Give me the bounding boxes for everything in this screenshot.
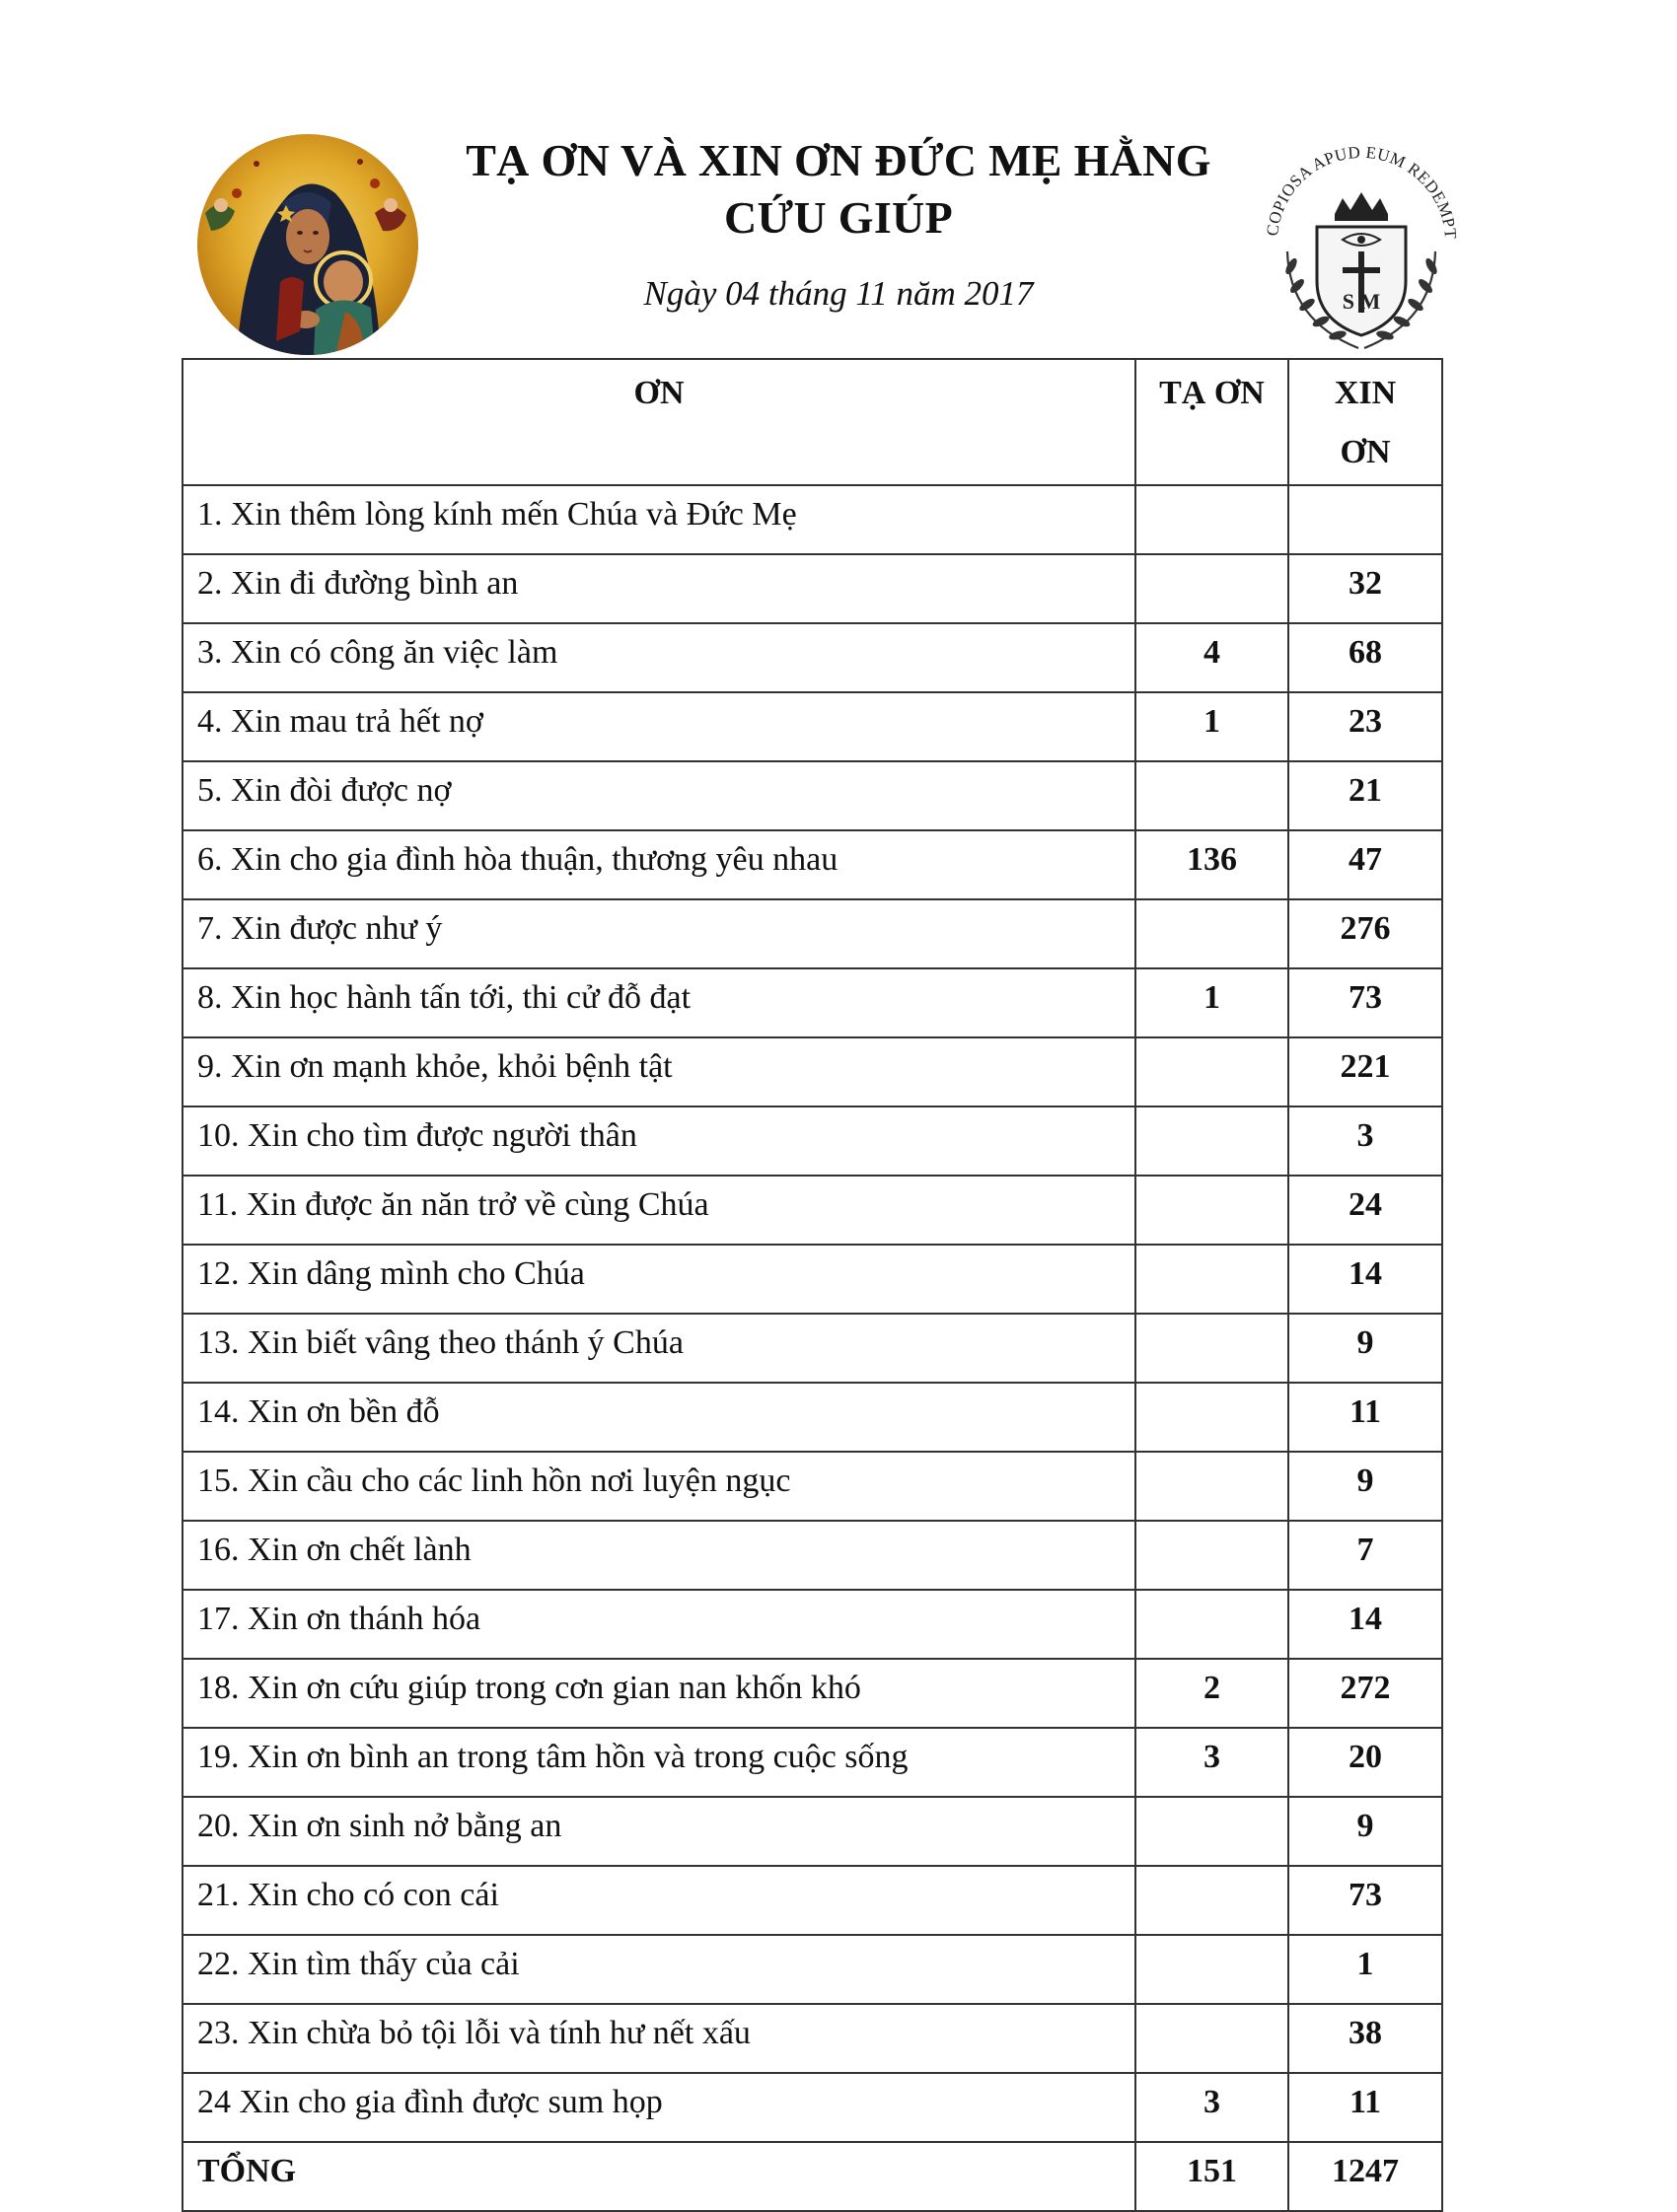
col-header-on-label: ƠN — [633, 375, 685, 411]
total-label: TỔNG — [182, 2142, 1135, 2211]
col-header-xin-on — [1288, 359, 1442, 485]
xin-on-value — [1288, 485, 1442, 554]
xin-on-value: 1 — [1288, 1935, 1442, 2004]
xin-on-value: 9 — [1288, 1452, 1442, 1521]
row-label: 15. Xin cầu cho các linh hồn nơi luyện ngục — [182, 1452, 1135, 1521]
seal-monogram: S M — [1342, 289, 1381, 314]
ta-on-value: 136 — [1135, 830, 1288, 899]
row-label: 17. Xin ơn thánh hóa — [182, 1590, 1135, 1659]
ta-on-value: 3 — [1135, 2073, 1288, 2142]
table-row — [182, 830, 1442, 899]
page-title — [414, 132, 1263, 247]
ta-on-value: 1 — [1135, 692, 1288, 761]
xin-on-value: 47 — [1288, 830, 1442, 899]
row-label: 2. Xin đi đường bình an — [182, 554, 1135, 623]
ta-on-value: 1 — [1135, 968, 1288, 1037]
table-body — [182, 485, 1442, 2211]
row-label: 23. Xin chừa bỏ tội lỗi và tính hư nết xấu — [182, 2004, 1135, 2073]
xin-on-value: 73 — [1288, 1866, 1442, 1935]
xin-on-value: 20 — [1288, 1728, 1442, 1797]
row-label: 6. Xin cho gia đình hòa thuận, thương yêu nhau — [182, 830, 1135, 899]
row-label: 1. Xin thêm lòng kính mến Chúa và Đức Mẹ — [182, 485, 1135, 554]
table-row — [182, 968, 1442, 1037]
table-row — [182, 1521, 1442, 1590]
row-label: 24 Xin cho gia đình được sum họp — [182, 2073, 1135, 2142]
total-ta-on: 151 — [1135, 2142, 1288, 2211]
xin-on-value: 221 — [1288, 1037, 1442, 1106]
row-label: 3. Xin có công ăn việc làm — [182, 623, 1135, 692]
madonna-icon — [197, 134, 418, 355]
table-row — [182, 1037, 1442, 1106]
row-label: 18. Xin ơn cứu giúp trong cơn gian nan khốn khó — [182, 1659, 1135, 1728]
ta-on-value: 3 — [1135, 1728, 1288, 1797]
row-label: 19. Xin ơn bình an trong tâm hồn và trong cuộc sống — [182, 1728, 1135, 1797]
table-row — [182, 1935, 1442, 2004]
table-row — [182, 1590, 1442, 1659]
title-line-1: TẠ ƠN VÀ XIN ƠN ĐỨC MẸ HẰNG — [466, 135, 1211, 185]
table-row — [182, 761, 1442, 830]
row-label: 14. Xin ơn bền đỗ — [182, 1383, 1135, 1452]
ta-on-value — [1135, 1383, 1288, 1452]
ta-on-value — [1135, 1452, 1288, 1521]
total-row — [182, 2142, 1442, 2211]
xin-on-value: 21 — [1288, 761, 1442, 830]
table-header-row — [182, 359, 1442, 485]
col-header-xin-on-line1: XIN — [1334, 375, 1397, 411]
table-row — [182, 485, 1442, 554]
table-row — [182, 1866, 1442, 1935]
ta-on-value — [1135, 1245, 1288, 1314]
ta-on-value — [1135, 485, 1288, 554]
table-row — [182, 2004, 1442, 2073]
row-label: 5. Xin đòi được nợ — [182, 761, 1135, 830]
prayer-tally-table — [182, 358, 1443, 2212]
row-label: 10. Xin cho tìm được người thân — [182, 1106, 1135, 1176]
xin-on-value: 11 — [1288, 1383, 1442, 1452]
table-row — [182, 1728, 1442, 1797]
ta-on-value — [1135, 1590, 1288, 1659]
table-row — [182, 1176, 1442, 1245]
ta-on-value — [1135, 761, 1288, 830]
ta-on-value — [1135, 1935, 1288, 2004]
table-row — [182, 2073, 1442, 2142]
row-label: 13. Xin biết vâng theo thánh ý Chúa — [182, 1314, 1135, 1383]
xin-on-value: 68 — [1288, 623, 1442, 692]
table-row — [182, 1797, 1442, 1866]
row-label: 22. Xin tìm thấy của cải — [182, 1935, 1135, 2004]
ta-on-value — [1135, 1176, 1288, 1245]
xin-on-value: 14 — [1288, 1245, 1442, 1314]
date-line: Ngày 04 tháng 11 năm 2017 — [643, 274, 1034, 313]
xin-on-value: 73 — [1288, 968, 1442, 1037]
title-line-2: CỨU GIÚP — [724, 192, 953, 243]
row-label: 9. Xin ơn mạnh khỏe, khỏi bệnh tật — [182, 1037, 1135, 1106]
xin-on-value: 14 — [1288, 1590, 1442, 1659]
row-label: 16. Xin ơn chết lành — [182, 1521, 1135, 1590]
xin-on-value: 32 — [1288, 554, 1442, 623]
xin-on-value: 9 — [1288, 1314, 1442, 1383]
col-header-ta-on-label: TẠ ƠN — [1159, 375, 1265, 411]
ta-on-value — [1135, 1314, 1288, 1383]
madonna-icon-graphic — [197, 134, 418, 355]
ta-on-value: 2 — [1135, 1659, 1288, 1728]
row-label: 8. Xin học hành tấn tới, thi cử đỗ đạt — [182, 968, 1135, 1037]
ta-on-value: 4 — [1135, 623, 1288, 692]
row-label: 12. Xin dâng mình cho Chúa — [182, 1245, 1135, 1314]
col-header-xin-on-line2: ƠN — [1340, 434, 1391, 470]
table-row — [182, 692, 1442, 761]
ta-on-value — [1135, 1106, 1288, 1176]
col-header-on — [182, 359, 1135, 485]
total-xin-on: 1247 — [1288, 2142, 1442, 2211]
ta-on-value — [1135, 1037, 1288, 1106]
xin-on-value: 7 — [1288, 1521, 1442, 1590]
col-header-ta-on — [1135, 359, 1288, 485]
table-row — [182, 554, 1442, 623]
table-row — [182, 1452, 1442, 1521]
table-row — [182, 1383, 1442, 1452]
xin-on-value: 24 — [1288, 1176, 1442, 1245]
xin-on-value: 38 — [1288, 2004, 1442, 2073]
table-row — [182, 1106, 1442, 1176]
svg-text:COPIOSA APUD EUM REDEMPTIO — [1248, 133, 1460, 240]
xin-on-value: 9 — [1288, 1797, 1442, 1866]
ta-on-value — [1135, 1797, 1288, 1866]
ta-on-value — [1135, 1866, 1288, 1935]
row-label: 20. Xin ơn sinh nở bằng an — [182, 1797, 1135, 1866]
seal-graphic — [1248, 133, 1475, 360]
row-label: 11. Xin được ăn năn trở về cùng Chúa — [182, 1176, 1135, 1245]
redemptorist-seal-logo — [1248, 133, 1475, 360]
ta-on-value — [1135, 2004, 1288, 2073]
row-label: 21. Xin cho có con cái — [182, 1866, 1135, 1935]
xin-on-value: 276 — [1288, 899, 1442, 968]
row-label: 7. Xin được như ý — [182, 899, 1135, 968]
row-label: 4. Xin mau trả hết nợ — [182, 692, 1135, 761]
table-row — [182, 623, 1442, 692]
xin-on-value: 11 — [1288, 2073, 1442, 2142]
xin-on-value: 272 — [1288, 1659, 1442, 1728]
xin-on-value: 3 — [1288, 1106, 1442, 1176]
seal-motto: COPIOSA APUD EUM REDEMPT — [1263, 142, 1461, 241]
ta-on-value — [1135, 554, 1288, 623]
table-row — [182, 899, 1442, 968]
ta-on-value — [1135, 899, 1288, 968]
table-row — [182, 1659, 1442, 1728]
ta-on-value — [1135, 1521, 1288, 1590]
xin-on-value: 23 — [1288, 692, 1442, 761]
table-row — [182, 1314, 1442, 1383]
table-row — [182, 1245, 1442, 1314]
